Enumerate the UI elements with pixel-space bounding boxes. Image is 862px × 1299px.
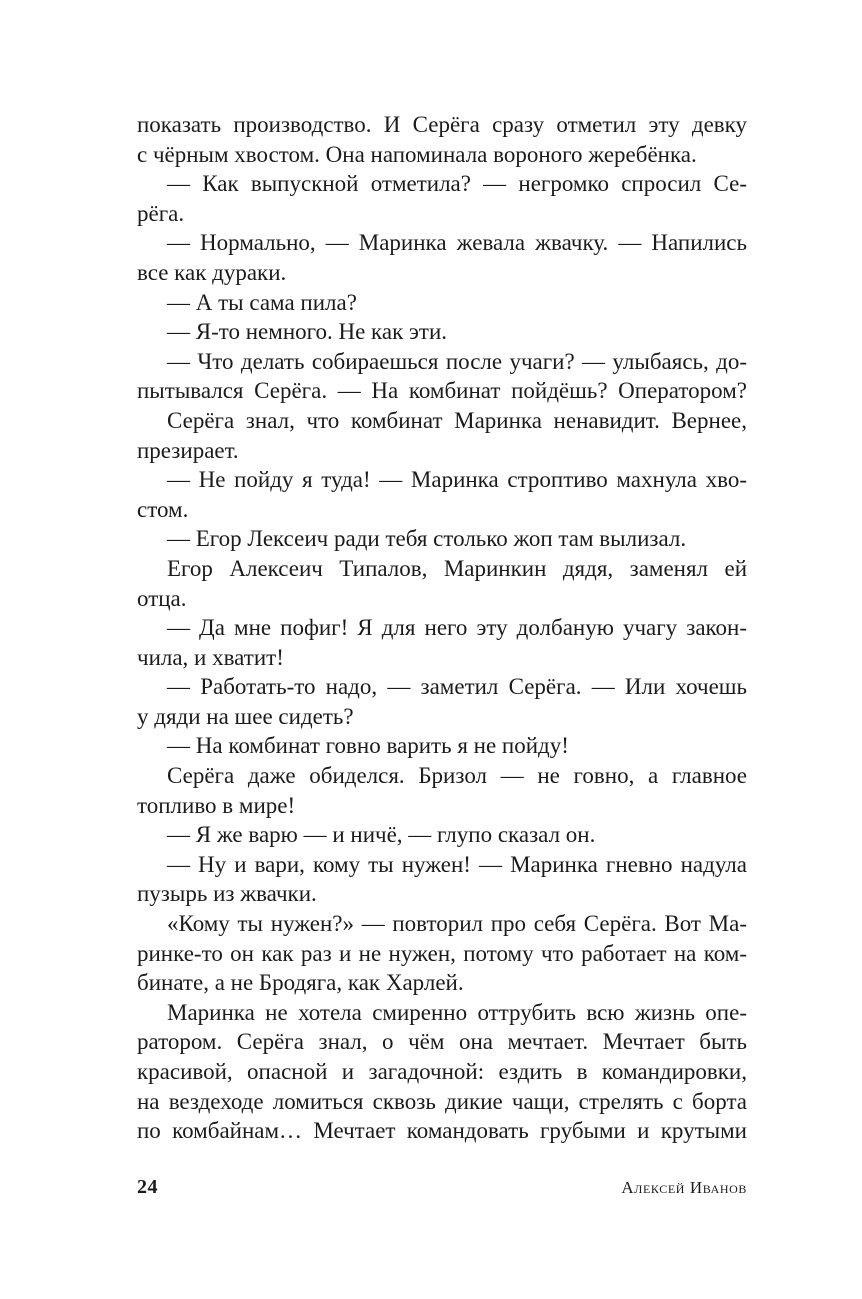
paragraph: [137, 288, 747, 318]
paragraph: [137, 909, 747, 998]
text-line: — Что делать собираешься после учаги? — улыбаясь, до-: [167, 348, 747, 374]
text-line: на вездеходе ломиться сквозь дикие чащи, стрелять с борта: [137, 1088, 747, 1114]
paragraph: [137, 465, 747, 524]
paragraph: [137, 110, 747, 169]
text-line: отца.: [137, 585, 187, 611]
paragraph: [137, 406, 747, 465]
text-line: чила, и хватит!: [137, 644, 284, 670]
paragraph: [137, 317, 747, 347]
text-line: с чёрным хвостом. Она напоминала вороного жеребёнка.: [137, 141, 697, 167]
text-line: по комбайнам… Мечтает командовать грубыми и крутыми: [137, 1118, 747, 1144]
text-line: — Я же варю — и ничё, — глупо сказал он.: [167, 822, 596, 848]
text-line: все как дураки.: [137, 259, 287, 285]
paragraph: [137, 672, 747, 731]
paragraph: [137, 998, 747, 1146]
text-block: [137, 110, 747, 1146]
text-line: Маринка не хотела смиренно оттрубить всю жизнь опе-: [167, 999, 747, 1025]
text-line: пытывался Серёга. — На комбинат пойдёшь? Оператором?: [137, 378, 747, 404]
paragraph: [137, 554, 747, 613]
text-line: — А ты сама пила?: [167, 289, 357, 315]
page-number: 24: [137, 1176, 158, 1198]
text-line: — Да мне пофиг! Я для него эту долбаную учагу закон-: [167, 615, 747, 641]
paragraph: [137, 761, 747, 820]
text-line: презирает.: [137, 437, 239, 463]
paragraph: [137, 731, 747, 761]
text-line: топливо в мире!: [137, 792, 296, 818]
paragraph: [137, 613, 747, 672]
text-line: — Нормально, — Маринка жевала жвачку. — Напились: [167, 230, 747, 256]
text-line: показать производство. И Серёга сразу отметил эту девку: [137, 112, 747, 137]
paragraph: [137, 524, 747, 554]
text-line: стом.: [137, 496, 189, 522]
text-line: Егор Алексеич Типалов, Маринкин дядя, заменял ей: [167, 555, 747, 581]
text-line: красивой, опасной и загадочной: ездить в командировки,: [137, 1059, 747, 1084]
text-line: — Работать-то надо, — заметил Серёга. — Или хочешь: [167, 674, 747, 700]
text-line: рёга.: [137, 200, 185, 226]
paragraph: [137, 169, 747, 228]
paragraph: [137, 820, 747, 850]
text-line: — Егор Лексеич ради тебя столько жоп там вылизал.: [167, 526, 687, 552]
text-line: Серёга даже обиделся. Бризол — не говно, а главное: [167, 763, 747, 789]
text-line: — Ну и вари, кому ты нужен! — Маринка гневно надула: [167, 851, 747, 877]
text-line: — Как выпускной отметила? — негромко спросил Се-: [167, 171, 747, 197]
text-line: — Не пойду я туда! — Маринка строптиво махнула хво-: [167, 467, 747, 493]
paragraph: [137, 228, 747, 287]
text-line: — Я-то немного. Не как эти.: [167, 319, 447, 345]
text-line: — На комбинат говно варить я не пойду!: [167, 733, 569, 759]
text-line: ринке-то он как раз и не нужен, потому что работает на ком-: [137, 940, 747, 966]
text-line: у дяди на шее сидеть?: [137, 703, 354, 729]
text-line: бинате, а не Бродяга, как Харлей.: [137, 970, 464, 996]
paragraph: [137, 850, 747, 909]
text-line: пузырь из жвачки.: [137, 881, 317, 907]
text-line: Серёга знал, что комбинат Маринка ненавидит. Вернее,: [167, 407, 747, 433]
paragraph: [137, 347, 747, 406]
text-line: «Кому ты нужен?» — повторил про себя Серёга. Вот Ма-: [167, 911, 747, 937]
running-title: Алексей Иванов: [621, 1178, 747, 1197]
text-line: ратором. Серёга знал, о чём она мечтает. Мечтает быть: [137, 1029, 747, 1055]
page-footer: [137, 1176, 747, 1199]
